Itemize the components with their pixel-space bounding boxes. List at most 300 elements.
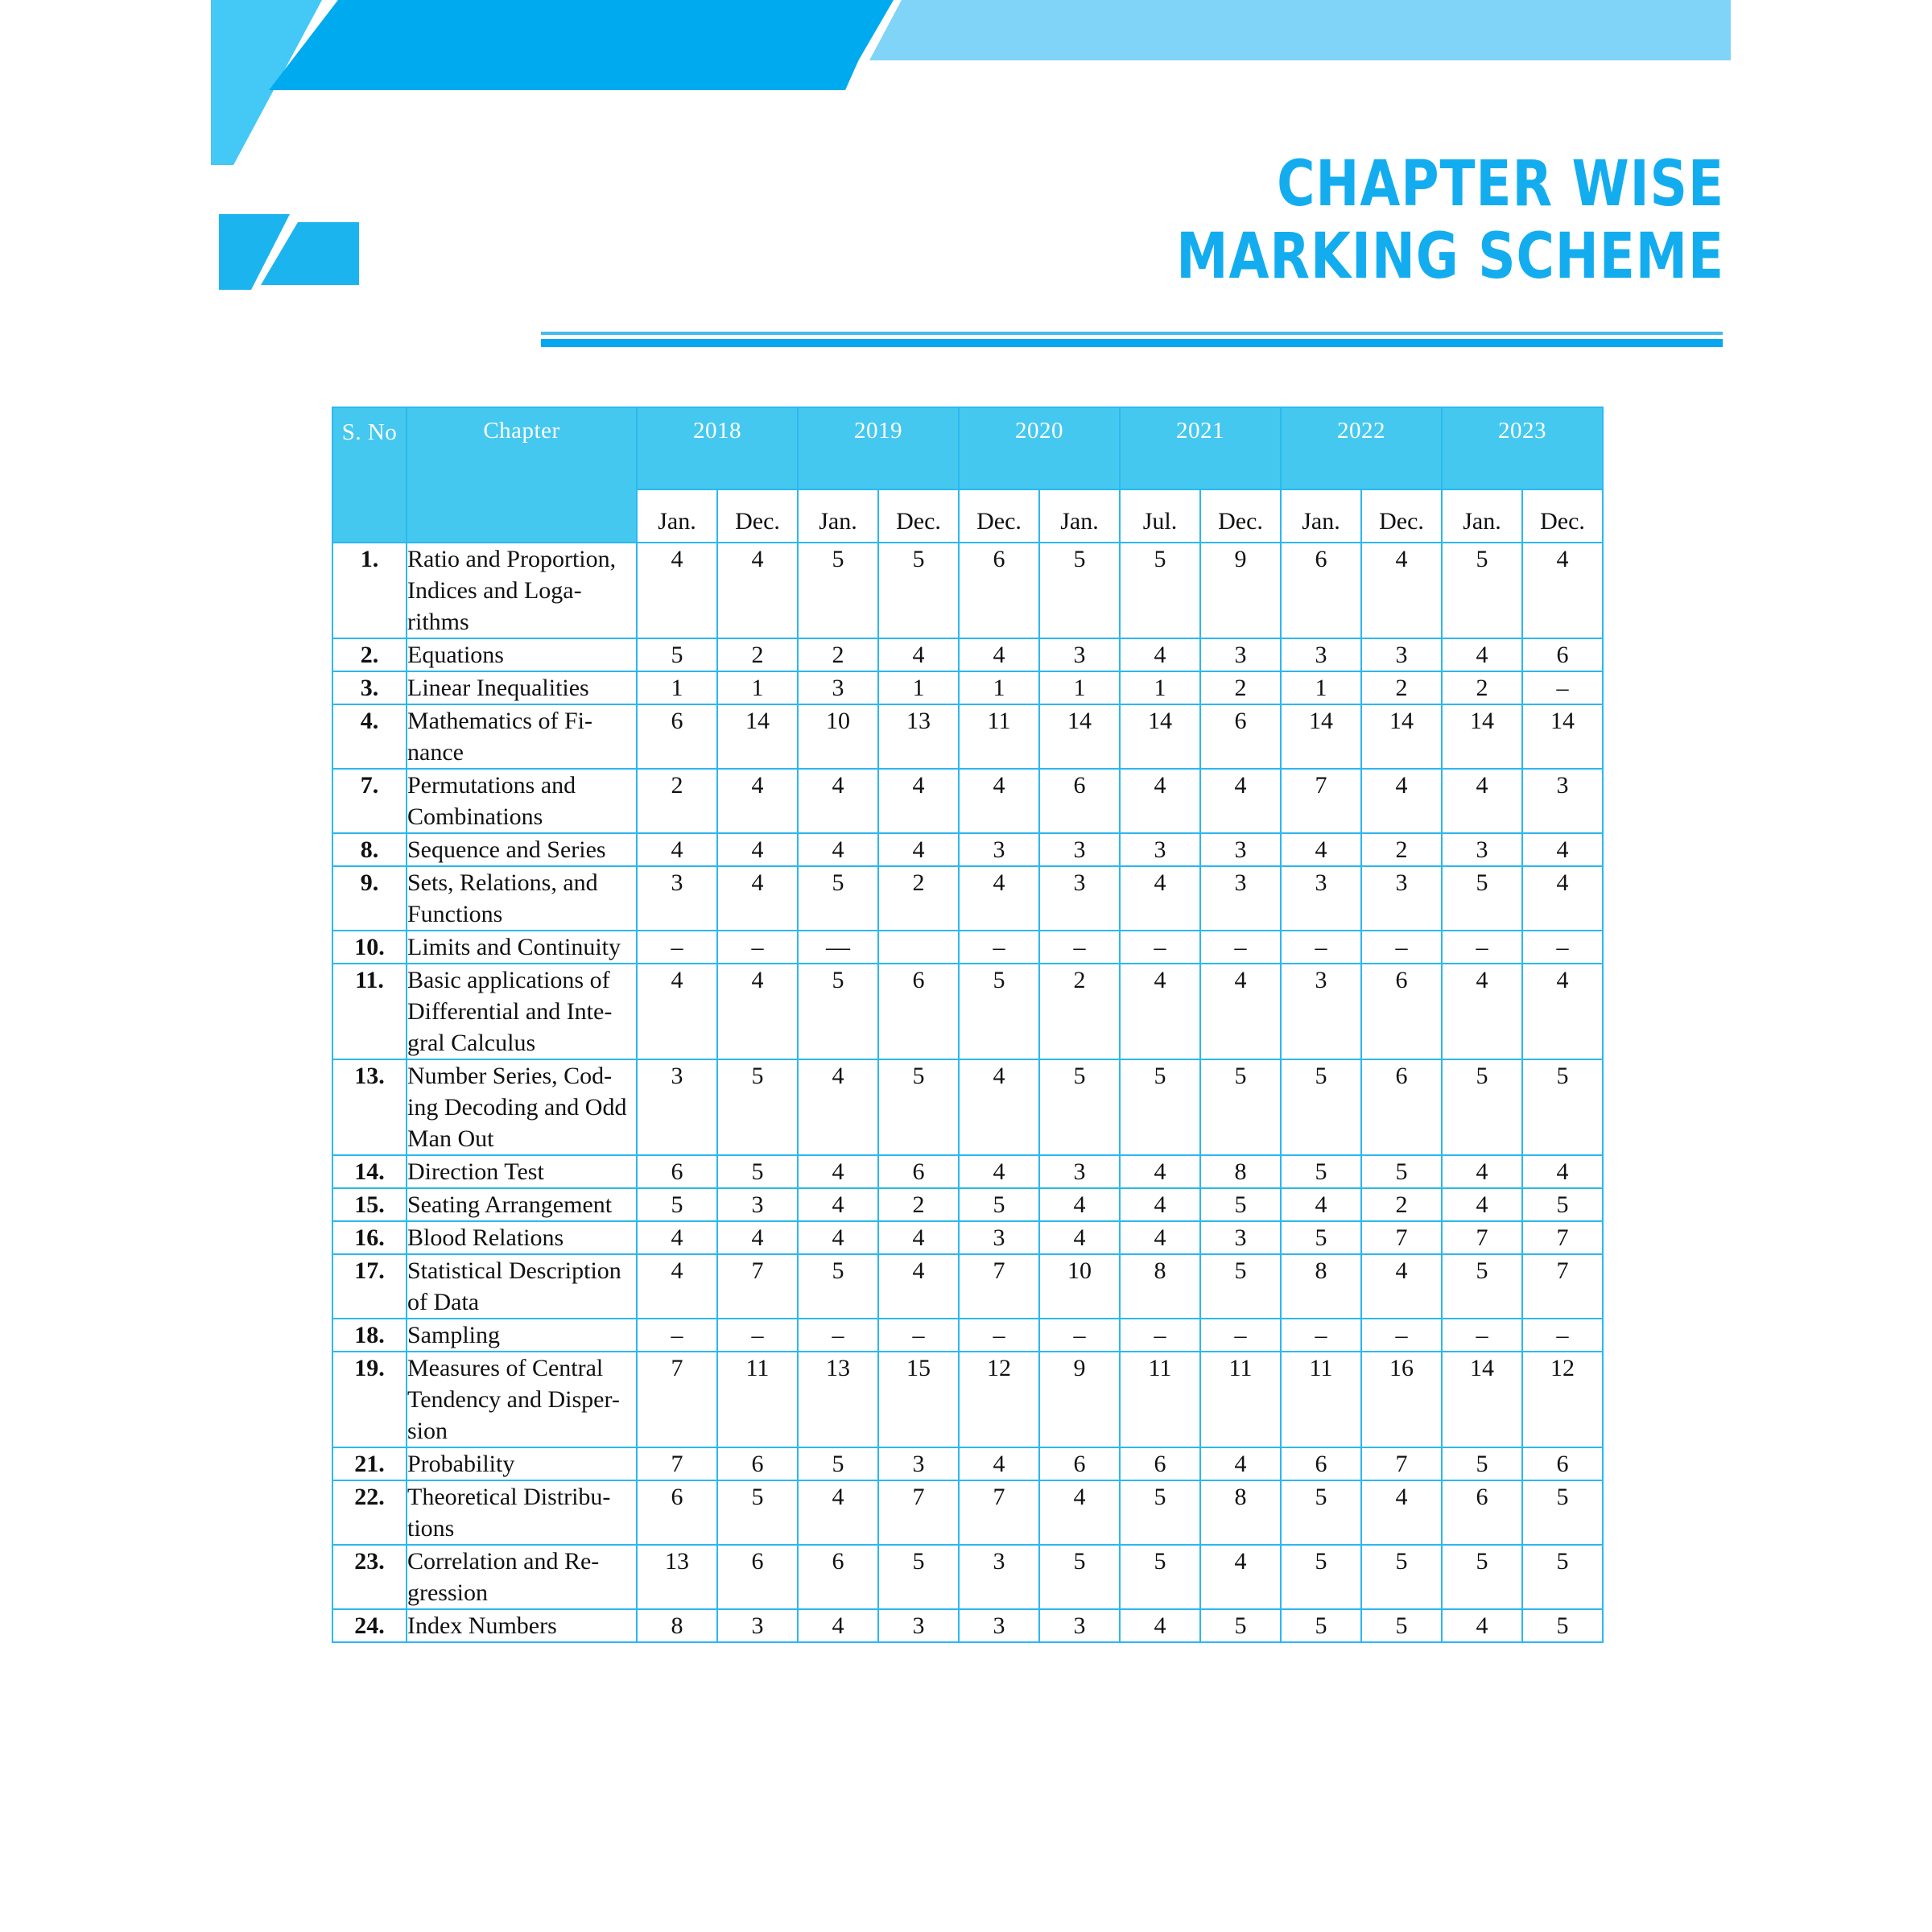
cell-marks: 1	[637, 671, 717, 704]
cell-marks: 4	[1120, 1221, 1200, 1254]
cell-marks: 4	[1120, 769, 1200, 833]
cell-marks: 5	[1442, 543, 1522, 638]
column-header-year-2022: 2022	[1281, 407, 1442, 489]
cell-sno: 8.	[332, 833, 407, 866]
cell-chapter-name: Measures of Central Tendency and Disper-sion	[407, 1352, 637, 1447]
cell-marks: 5	[1522, 1480, 1603, 1545]
table-row	[332, 1447, 1603, 1480]
column-header-year-2020: 2020	[959, 407, 1120, 489]
cell-sno: 2.	[332, 638, 407, 671]
cell-marks: 5	[1442, 866, 1522, 931]
table-row	[332, 1059, 1603, 1155]
cell-sno: 4.	[332, 704, 407, 769]
cell-marks: 3	[1039, 833, 1120, 866]
cell-marks: 4	[798, 1221, 878, 1254]
table-row	[332, 964, 1603, 1059]
cell-marks: 4	[878, 769, 959, 833]
cell-chapter-name: Sampling	[407, 1319, 637, 1352]
cell-marks: 8	[1281, 1254, 1361, 1319]
cell-marks: 4	[1200, 1545, 1281, 1609]
title-divider-thick	[541, 339, 1723, 347]
cell-marks: 14	[1281, 704, 1361, 769]
cell-marks: 5	[637, 1188, 717, 1221]
cell-marks: 3	[1200, 833, 1281, 866]
page-title-line-1: CHAPTER WISE	[1277, 148, 1724, 221]
cell-sno: 21.	[332, 1447, 407, 1480]
column-header-month-8: Jan.	[1281, 489, 1361, 543]
cell-chapter-name: Direction Test	[407, 1155, 637, 1188]
cell-marks: 5	[1200, 1188, 1281, 1221]
cell-marks: 4	[1522, 1155, 1603, 1188]
cell-marks: 3	[1039, 638, 1120, 671]
cell-marks: 2	[1442, 671, 1522, 704]
cell-marks: 7	[878, 1480, 959, 1545]
cell-marks: 5	[878, 1545, 959, 1609]
cell-marks: 3	[878, 1609, 959, 1642]
cell-marks: 5	[1200, 1254, 1281, 1319]
cell-marks: 2	[1200, 671, 1281, 704]
cell-marks: 3	[1361, 638, 1442, 671]
cell-sno: 10.	[332, 931, 407, 964]
cell-marks: 13	[878, 704, 959, 769]
cell-marks: 3	[1039, 1609, 1120, 1642]
deco-shape-light-chevron	[211, 0, 322, 165]
cell-marks: 6	[717, 1447, 798, 1480]
cell-marks: 3	[637, 866, 717, 931]
cell-chapter-name: Blood Relations	[407, 1221, 637, 1254]
cell-marks: 5	[959, 964, 1039, 1059]
cell-marks: 14	[1361, 704, 1442, 769]
cell-marks: 1	[959, 671, 1039, 704]
cell-marks: 4	[717, 964, 798, 1059]
cell-sno: 18.	[332, 1319, 407, 1352]
table-row	[332, 1254, 1603, 1319]
cell-marks: 10	[798, 704, 878, 769]
cell-marks: 3	[798, 671, 878, 704]
cell-marks: 5	[1522, 1609, 1603, 1642]
cell-marks: 5	[637, 638, 717, 671]
cell-marks: 5	[878, 1059, 959, 1155]
cell-marks: 5	[1361, 1545, 1442, 1609]
column-header-year-2021: 2021	[1120, 407, 1281, 489]
cell-marks: 4	[1361, 1254, 1442, 1319]
cell-marks: 14	[1120, 704, 1200, 769]
cell-marks: 5	[1361, 1155, 1442, 1188]
cell-marks: 3	[1039, 1155, 1120, 1188]
cell-marks: 7	[637, 1352, 717, 1447]
column-header-month-2: Jan.	[798, 489, 878, 543]
cell-marks: 4	[1120, 638, 1200, 671]
cell-marks: 3	[1120, 833, 1200, 866]
cell-marks: 2	[878, 1188, 959, 1221]
cell-sno: 17.	[332, 1254, 407, 1319]
cell-marks: 4	[717, 769, 798, 833]
cell-marks: 5	[959, 1188, 1039, 1221]
table-row	[332, 1545, 1603, 1609]
cell-marks: 14	[1442, 1352, 1522, 1447]
cell-marks: 3	[959, 1609, 1039, 1642]
cell-marks: 1	[1120, 671, 1200, 704]
cell-marks: 5	[798, 964, 878, 1059]
column-header-sno: S. No	[332, 407, 407, 543]
cell-marks: 4	[1442, 1609, 1522, 1642]
cell-marks: 6	[637, 704, 717, 769]
cell-marks: 4	[798, 1155, 878, 1188]
cell-marks: 4	[878, 638, 959, 671]
page-title-line-2: MARKING SCHEME	[1176, 220, 1724, 293]
cell-marks: 4	[798, 1480, 878, 1545]
cell-marks: 4	[959, 769, 1039, 833]
cell-marks: 5	[1039, 1059, 1120, 1155]
cell-marks: –	[1281, 931, 1361, 964]
table-header	[332, 407, 1603, 543]
cell-marks: 4	[1361, 1480, 1442, 1545]
cell-marks: 5	[717, 1059, 798, 1155]
cell-marks: –	[959, 931, 1039, 964]
deco-shape-small-right	[261, 222, 359, 285]
cell-sno: 24.	[332, 1609, 407, 1642]
cell-marks: –	[1442, 931, 1522, 964]
cell-marks: 4	[1120, 1155, 1200, 1188]
cell-marks: 11	[1200, 1352, 1281, 1447]
cell-marks: 5	[1039, 1545, 1120, 1609]
table-row	[332, 671, 1603, 704]
cell-marks: 14	[1039, 704, 1120, 769]
cell-chapter-name: Mathematics of Fi-nance	[407, 704, 637, 769]
cell-marks: 5	[878, 543, 959, 638]
cell-marks: 3	[959, 833, 1039, 866]
cell-marks: 6	[959, 543, 1039, 638]
cell-marks: 5	[1281, 1221, 1361, 1254]
cell-marks: 3	[1039, 866, 1120, 931]
cell-marks: 5	[1039, 543, 1120, 638]
cell-marks: 6	[798, 1545, 878, 1609]
column-header-month-7: Dec.	[1200, 489, 1281, 543]
cell-marks: 6	[637, 1155, 717, 1188]
cell-marks: 3	[1442, 833, 1522, 866]
cell-chapter-name: Linear Inequalities	[407, 671, 637, 704]
cell-marks: 6	[1281, 543, 1361, 638]
cell-marks: 6	[878, 964, 959, 1059]
cell-marks: 5	[1200, 1609, 1281, 1642]
deco-shape-mid-parallelogram	[269, 0, 886, 90]
cell-marks: 4	[717, 543, 798, 638]
cell-marks: –	[1522, 931, 1603, 964]
cell-marks: –	[798, 1319, 878, 1352]
cell-marks: 5	[1120, 1545, 1200, 1609]
cell-marks: 5	[717, 1155, 798, 1188]
cell-marks: 4	[1120, 1188, 1200, 1221]
cell-sno: 14.	[332, 1155, 407, 1188]
cell-marks: 4	[798, 1059, 878, 1155]
cell-chapter-name: Sets, Relations, and Functions	[407, 866, 637, 931]
cell-marks: 6	[717, 1545, 798, 1609]
marking-scheme-table	[332, 407, 1604, 1643]
column-header-year-2018: 2018	[637, 407, 798, 489]
cell-marks: –	[717, 931, 798, 964]
cell-marks: 3	[959, 1545, 1039, 1609]
cell-marks: 2	[1361, 1188, 1442, 1221]
cell-marks: 1	[878, 671, 959, 704]
cell-marks: 5	[1522, 1059, 1603, 1155]
cell-marks: 5	[1281, 1545, 1361, 1609]
cell-marks: 11	[1281, 1352, 1361, 1447]
cell-marks: 5	[798, 1447, 878, 1480]
cell-marks: 3	[959, 1221, 1039, 1254]
cell-marks: 2	[878, 866, 959, 931]
cell-marks: 5	[1281, 1609, 1361, 1642]
cell-marks: 2	[1361, 671, 1442, 704]
cell-marks: 3	[1200, 1221, 1281, 1254]
column-header-month-4: Dec.	[959, 489, 1039, 543]
column-header-month-6: Jul.	[1120, 489, 1200, 543]
cell-marks: 4	[1200, 769, 1281, 833]
cell-marks: –	[717, 1319, 798, 1352]
cell-chapter-name: Permutations and Combinations	[407, 769, 637, 833]
cell-marks: 4	[1120, 1609, 1200, 1642]
cell-sno: 9.	[332, 866, 407, 931]
cell-marks: 8	[637, 1609, 717, 1642]
cell-marks: 3	[1200, 866, 1281, 931]
cell-marks: –	[1039, 1319, 1120, 1352]
cell-marks: 3	[1281, 964, 1361, 1059]
cell-marks: 4	[959, 1155, 1039, 1188]
cell-marks: –	[1120, 1319, 1200, 1352]
cell-sno: 16.	[332, 1221, 407, 1254]
cell-marks: 6	[1522, 638, 1603, 671]
table-row	[332, 1480, 1603, 1545]
cell-marks	[878, 931, 959, 964]
cell-marks: 4	[798, 833, 878, 866]
cell-marks: –	[1442, 1319, 1522, 1352]
cell-marks: 5	[1281, 1059, 1361, 1155]
cell-marks: 8	[1120, 1254, 1200, 1319]
cell-marks: 7	[717, 1254, 798, 1319]
cell-marks: 5	[798, 866, 878, 931]
cell-chapter-name: Equations	[407, 638, 637, 671]
cell-sno: 13.	[332, 1059, 407, 1155]
cell-marks: 9	[1200, 543, 1281, 638]
cell-marks: 2	[798, 638, 878, 671]
cell-marks: 5	[1120, 543, 1200, 638]
cell-marks: 9	[1039, 1352, 1120, 1447]
cell-marks: 4	[1522, 964, 1603, 1059]
cell-chapter-name: Theoretical Distribu-tions	[407, 1480, 637, 1545]
cell-marks: –	[878, 1319, 959, 1352]
cell-chapter-name: Probability	[407, 1447, 637, 1480]
cell-marks: 3	[637, 1059, 717, 1155]
cell-marks: 4	[959, 638, 1039, 671]
cell-marks: 5	[798, 1254, 878, 1319]
cell-marks: –	[1200, 1319, 1281, 1352]
decorative-banner-mid	[201, 208, 394, 296]
cell-chapter-name: Number Series, Cod-ing Decoding and Odd Man Out	[407, 1059, 637, 1155]
cell-marks: 3	[1522, 769, 1603, 833]
table-row	[332, 704, 1603, 769]
cell-marks: 1	[1039, 671, 1120, 704]
cell-marks: 12	[959, 1352, 1039, 1447]
column-header-month-3: Dec.	[878, 489, 959, 543]
cell-marks: 5	[1281, 1155, 1361, 1188]
cell-marks: –	[637, 931, 717, 964]
title-divider	[541, 332, 1723, 347]
cell-marks: 16	[1361, 1352, 1442, 1447]
table-row	[332, 833, 1603, 866]
cell-marks: 7	[959, 1254, 1039, 1319]
cell-marks: 5	[1522, 1188, 1603, 1221]
cell-marks: 6	[1039, 769, 1120, 833]
cell-marks: 7	[1522, 1221, 1603, 1254]
cell-marks: 15	[878, 1352, 959, 1447]
table-row	[332, 1319, 1603, 1352]
cell-marks: 4	[959, 1447, 1039, 1480]
cell-marks: 10	[1039, 1254, 1120, 1319]
cell-marks: 1	[1281, 671, 1361, 704]
table-row	[332, 1155, 1603, 1188]
table-row	[332, 1188, 1603, 1221]
cell-marks: 4	[798, 1609, 878, 1642]
cell-marks: 4	[717, 866, 798, 931]
cell-marks: 5	[1361, 1609, 1442, 1642]
deco-shape-pale-band	[869, 0, 1731, 60]
cell-marks: 4	[1522, 543, 1603, 638]
cell-marks: –	[1039, 931, 1120, 964]
cell-marks: 6	[878, 1155, 959, 1188]
cell-marks: 4	[637, 1254, 717, 1319]
cell-marks: 3	[1361, 866, 1442, 931]
cell-marks: 5	[717, 1480, 798, 1545]
cell-marks: 7	[1442, 1221, 1522, 1254]
cell-marks: 2	[1361, 833, 1442, 866]
cell-marks: 6	[1522, 1447, 1603, 1480]
cell-marks: 6	[1281, 1447, 1361, 1480]
cell-marks: 13	[798, 1352, 878, 1447]
cell-sno: 22.	[332, 1480, 407, 1545]
cell-chapter-name: Seating Arrangement	[407, 1188, 637, 1221]
cell-marks: 4	[1361, 769, 1442, 833]
cell-marks: 14	[1522, 704, 1603, 769]
cell-marks: 4	[878, 833, 959, 866]
cell-marks: 4	[717, 1221, 798, 1254]
cell-marks: 2	[1039, 964, 1120, 1059]
cell-marks: 14	[1442, 704, 1522, 769]
cell-marks: 7	[1361, 1447, 1442, 1480]
page-title	[533, 149, 1724, 293]
cell-marks: 4	[717, 833, 798, 866]
cell-marks: 4	[959, 866, 1039, 931]
cell-marks: 13	[637, 1545, 717, 1609]
cell-marks: —	[798, 931, 878, 964]
column-header-month-1: Dec.	[717, 489, 798, 543]
cell-marks: 5	[1200, 1059, 1281, 1155]
cell-marks: 3	[717, 1609, 798, 1642]
cell-sno: 23.	[332, 1545, 407, 1609]
cell-marks: 5	[798, 543, 878, 638]
cell-marks: 3	[1200, 638, 1281, 671]
cell-marks: –	[1522, 1319, 1603, 1352]
cell-marks: 5	[1120, 1059, 1200, 1155]
column-header-chapter: Chapter	[407, 407, 637, 543]
cell-marks: 6	[1361, 1059, 1442, 1155]
cell-marks: 4	[1442, 964, 1522, 1059]
cell-marks: 7	[1281, 769, 1361, 833]
cell-chapter-name: Basic applications of Differential and Inte-gral Calculus	[407, 964, 637, 1059]
cell-marks: 4	[1442, 769, 1522, 833]
column-header-month-11: Dec.	[1522, 489, 1603, 543]
cell-marks: 5	[1442, 1447, 1522, 1480]
cell-marks: –	[959, 1319, 1039, 1352]
cell-marks: 3	[878, 1447, 959, 1480]
title-divider-thin	[541, 332, 1723, 335]
cell-marks: 4	[878, 1221, 959, 1254]
cell-marks: 1	[717, 671, 798, 704]
cell-marks: 4	[959, 1059, 1039, 1155]
cell-marks: 4	[637, 1221, 717, 1254]
cell-marks: 4	[1039, 1221, 1120, 1254]
column-header-month-9: Dec.	[1361, 489, 1442, 543]
cell-chapter-name: Sequence and Series	[407, 833, 637, 866]
cell-marks: –	[1200, 931, 1281, 964]
cell-marks: 3	[1281, 866, 1361, 931]
cell-marks: 4	[637, 833, 717, 866]
cell-marks: 5	[1442, 1059, 1522, 1155]
cell-marks: 7	[637, 1447, 717, 1480]
table-row	[332, 1221, 1603, 1254]
table-row	[332, 543, 1603, 638]
cell-marks: 4	[798, 769, 878, 833]
cell-marks: 4	[1039, 1188, 1120, 1221]
cell-marks: 4	[798, 1188, 878, 1221]
cell-marks: 2	[717, 638, 798, 671]
cell-marks: 4	[1120, 964, 1200, 1059]
decorative-banner-top	[0, 0, 1932, 169]
column-header-year-2019: 2019	[798, 407, 959, 489]
cell-marks: 7	[959, 1480, 1039, 1545]
table-row	[332, 769, 1603, 833]
cell-marks: 6	[1442, 1480, 1522, 1545]
cell-marks: 4	[637, 543, 717, 638]
cell-marks: 4	[1281, 833, 1361, 866]
cell-marks: 3	[1281, 638, 1361, 671]
cell-marks: –	[1361, 1319, 1442, 1352]
table-row	[332, 931, 1603, 964]
cell-marks: 11	[717, 1352, 798, 1447]
deco-shape-small-left	[219, 214, 290, 290]
cell-marks: 4	[1120, 866, 1200, 931]
cell-marks: 6	[637, 1480, 717, 1545]
cell-marks: 5	[1442, 1254, 1522, 1319]
column-header-month-10: Jan.	[1442, 489, 1522, 543]
table-row	[332, 638, 1603, 671]
cell-sno: 7.	[332, 769, 407, 833]
cell-marks: 4	[878, 1254, 959, 1319]
cell-marks: 6	[1039, 1447, 1120, 1480]
cell-marks: 5	[1522, 1545, 1603, 1609]
cell-marks: 4	[1522, 833, 1603, 866]
cell-marks: 6	[1361, 964, 1442, 1059]
cell-marks: 3	[717, 1188, 798, 1221]
cell-marks: 4	[1442, 1188, 1522, 1221]
cell-sno: 15.	[332, 1188, 407, 1221]
table-row	[332, 1352, 1603, 1447]
column-header-month-5: Jan.	[1039, 489, 1120, 543]
cell-chapter-name: Index Numbers	[407, 1609, 637, 1642]
cell-marks: 4	[1442, 638, 1522, 671]
cell-marks: 2	[637, 769, 717, 833]
cell-marks: 4	[1442, 1155, 1522, 1188]
cell-chapter-name: Limits and Continuity	[407, 931, 637, 964]
cell-marks: 11	[1120, 1352, 1200, 1447]
